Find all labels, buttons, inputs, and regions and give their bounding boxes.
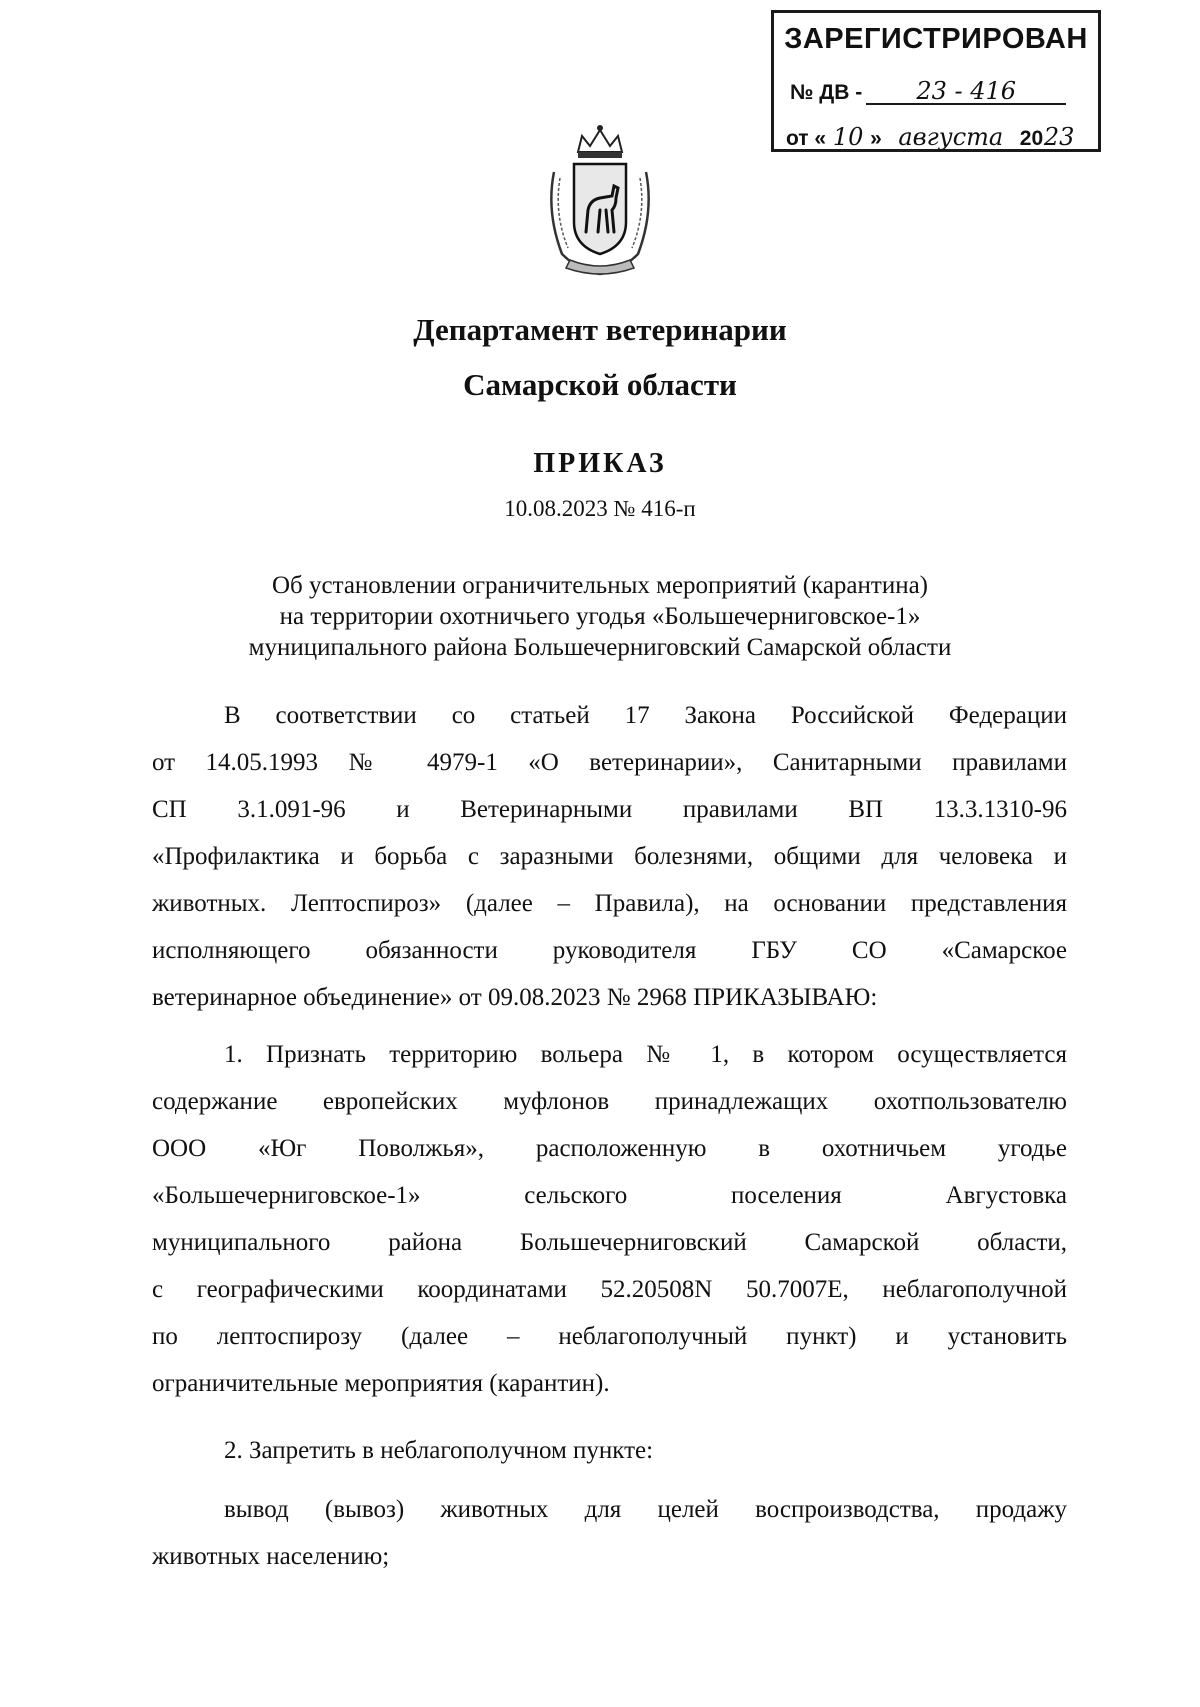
- body-line: В соответствии со статьей 17 Закона Российской Федерации: [224, 702, 1067, 729]
- department-line1: Департамент ветеринарии: [413, 312, 787, 347]
- body-line: «Профилактика и борьба с заразными болезнями, общими для человека и: [152, 843, 1067, 870]
- body-line: ООО «Юг Поволжья», расположенную в охотничьем угодье: [152, 1135, 1067, 1162]
- body-line: от 14.05.1993 № 4979-1 «О ветеринарии», Санитарными правилами: [152, 749, 1067, 776]
- subject-line: на территории охотничьего угодья «Большечерниговское-1»: [279, 603, 921, 630]
- body-line: с географическими координатами 52.20508N 50.7007E, неблагополучной: [152, 1276, 1067, 1303]
- stamp-year-prefix: 20: [1019, 127, 1044, 150]
- stamp-number-line: [790, 79, 1066, 105]
- department-line2: Самарской области: [463, 367, 737, 402]
- subject-line: муниципального района Большечерниговский Самарской области: [248, 634, 952, 661]
- body-line: вывод (вывоз) животных для целей воспроизводства, продажу: [224, 1496, 1067, 1523]
- body-line: исполняющего обязанности руководителя ГБУ СО «Самарское: [152, 937, 1067, 964]
- stamp-date-line: [786, 125, 1075, 151]
- subject-line: Об установлении ограничительных мероприятий (карантина): [271, 572, 929, 599]
- paragraph-3: 2. Запретить в неблагополучном пункте:: [224, 1437, 654, 1464]
- stamp-title: ЗАРЕГИСТРИРОВАН: [784, 23, 1088, 55]
- body-line: ветеринарное объединение» от 09.08.2023 № 2968 ПРИКАЗЫВАЮ:: [152, 984, 878, 1011]
- registration-stamp: [771, 10, 1101, 152]
- body-line: по лептоспирозу (далее – неблагополучный пункт) и установить: [152, 1323, 1067, 1350]
- body-line: муниципального района Большечерниговский Самарской области,: [152, 1229, 1067, 1256]
- stamp-number-prefix: № ДВ -: [790, 81, 863, 104]
- body-line: содержание европейских муфлонов принадлежащих охотпользователю: [152, 1088, 1067, 1115]
- body-line: ограничительные мероприятия (карантин).: [152, 1370, 610, 1397]
- stamp-date-mid: »: [870, 127, 882, 150]
- order-subject: [0, 570, 1200, 663]
- samara-coat-of-arms-icon: [540, 122, 660, 282]
- stamp-number-handwritten: 23 - 416: [866, 79, 1066, 105]
- body-line: животных. Лептоспироз» (далее – Правила), на основании представления: [152, 890, 1067, 917]
- stamp-day-handwritten: 10: [826, 125, 870, 151]
- body-line: животных населению;: [152, 1543, 390, 1570]
- order-title: ПРИКАЗ: [533, 448, 667, 479]
- stamp-date-prefix: от «: [786, 127, 827, 150]
- body-line: «Большечерниговское-1» сельского поселения Августовка: [152, 1182, 1067, 1209]
- body-line: СП 3.1.091-96 и Ветеринарными правилами ВП 13.3.1310-96: [152, 796, 1067, 823]
- order-number: 10.08.2023 № 416-п: [504, 496, 696, 521]
- stamp-month-handwritten: августа: [886, 125, 1016, 151]
- stamp-year-handwritten: 23: [1043, 123, 1075, 151]
- body-line: 1. Признать территорию вольера № 1, в котором осуществляется: [224, 1041, 1067, 1068]
